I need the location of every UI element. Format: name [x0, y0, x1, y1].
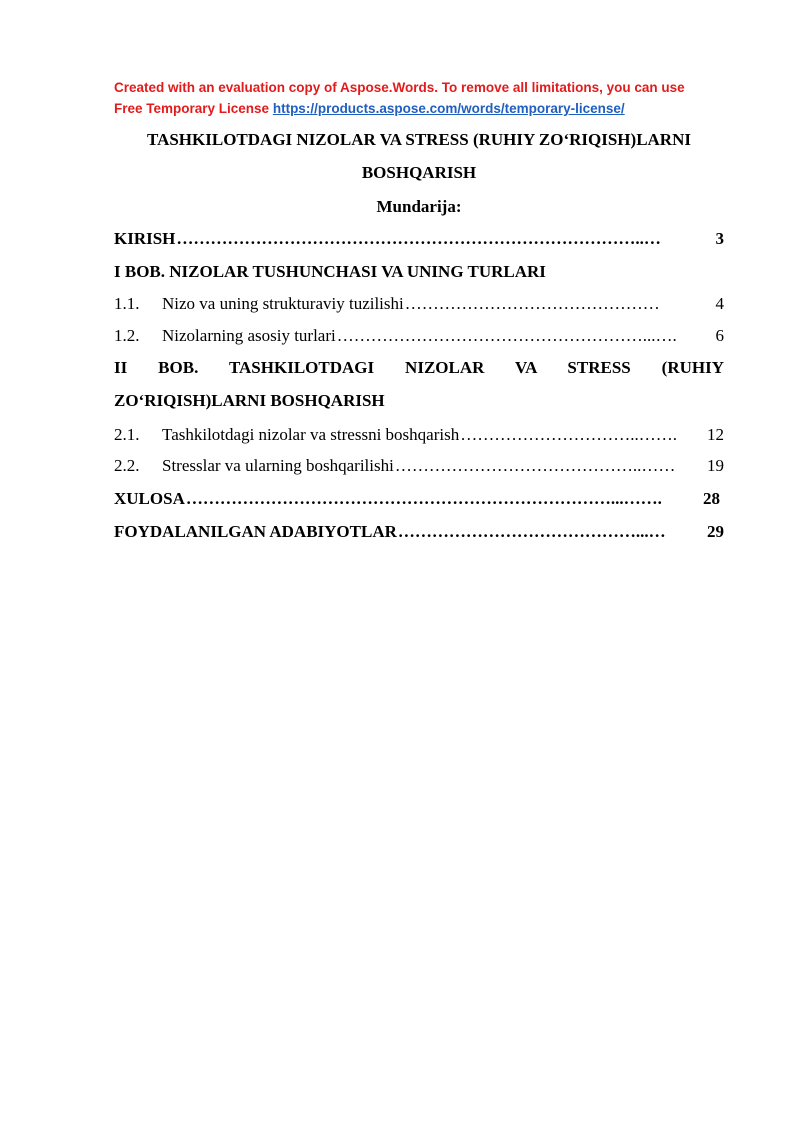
toc-entry-2-1[interactable]: [114, 425, 724, 445]
toc-section-number: 2.2.: [114, 456, 140, 475]
toc-page-number: 4: [715, 294, 724, 313]
toc-leader: ……………………………………..……: [394, 456, 676, 475]
toc-page-number: 28: [703, 489, 720, 508]
toc-entry-kirish[interactable]: [114, 229, 724, 249]
toc-entry-bob2-line2[interactable]: ZO‘RIQISH)LARNI BOSHQARISH: [114, 391, 385, 410]
toc-section-number: 2.1.: [114, 425, 140, 444]
toc-entry-label: Tashkilotdagi nizolar va stressni boshqarish: [162, 425, 460, 444]
evaluation-notice-line2: [114, 98, 754, 119]
temporary-license-link[interactable]: https://products.aspose.com/words/temporary-license/: [272, 101, 625, 116]
document-title-line2: BOSHQARISH: [361, 163, 477, 182]
toc-entry-2-2[interactable]: [114, 456, 724, 476]
toc-page-number: 12: [707, 425, 724, 444]
toc-page-number: 3: [715, 229, 724, 248]
toc-entry-bob1[interactable]: I BOB. NIZOLAR TUSHUNCHASI VA UNING TURLARI: [114, 262, 546, 281]
toc-page-number: 19: [707, 456, 724, 475]
toc-entry-1-1[interactable]: [114, 294, 724, 314]
toc-leader: ……………………………………...…: [397, 522, 666, 541]
toc-leader: ………………………………………………...….: [336, 326, 677, 345]
toc-entry-adabiyotlar[interactable]: [114, 522, 724, 542]
toc-title: Mundarija:: [376, 197, 462, 216]
document-title-line1: TASHKILOTDAGI NIZOLAR VA STRESS (RUHIY ZO‘RIQISH)LARNI: [147, 130, 691, 149]
toc-entry-xulosa[interactable]: [114, 489, 720, 509]
toc-leader: ………………………………………: [404, 294, 660, 313]
toc-entry-label: Nizolarning asosiy turlari: [162, 326, 336, 345]
toc-entry-label: FOYDALANILGAN ADABIYOTLAR: [114, 522, 397, 541]
toc-section-number: 1.1.: [114, 294, 140, 313]
toc-leader: ………………………………………………………………………..…: [176, 229, 661, 248]
toc-entry-label: KIRISH: [114, 229, 176, 248]
toc-page-number: 6: [715, 326, 724, 345]
toc-leader: …………………………..…….: [460, 425, 677, 444]
toc-entry-label: XULOSA: [114, 489, 185, 508]
toc-section-number: 1.2.: [114, 326, 140, 345]
toc-entry-label: Stresslar va ularning boshqarilishi: [162, 456, 394, 475]
toc-entry-bob2-line1[interactable]: [114, 358, 724, 378]
toc-leader: …………………………………………………………………...…….: [185, 489, 662, 508]
evaluation-notice-line1: Created with an evaluation copy of Aspose.Words. To remove all limitations, you can use: [114, 80, 685, 95]
toc-entry-1-2[interactable]: [114, 326, 724, 346]
evaluation-notice: [114, 77, 754, 119]
toc-entry-label: Nizo va uning strukturaviy tuzilishi: [162, 294, 404, 313]
toc-entry-bob2-text: II BOB. TASHKILOTDAGI NIZOLAR VA STRESS (RUHIY: [114, 358, 724, 377]
evaluation-notice-prefix: Free Temporary License: [114, 101, 273, 116]
toc-page-number: 29: [707, 522, 724, 541]
